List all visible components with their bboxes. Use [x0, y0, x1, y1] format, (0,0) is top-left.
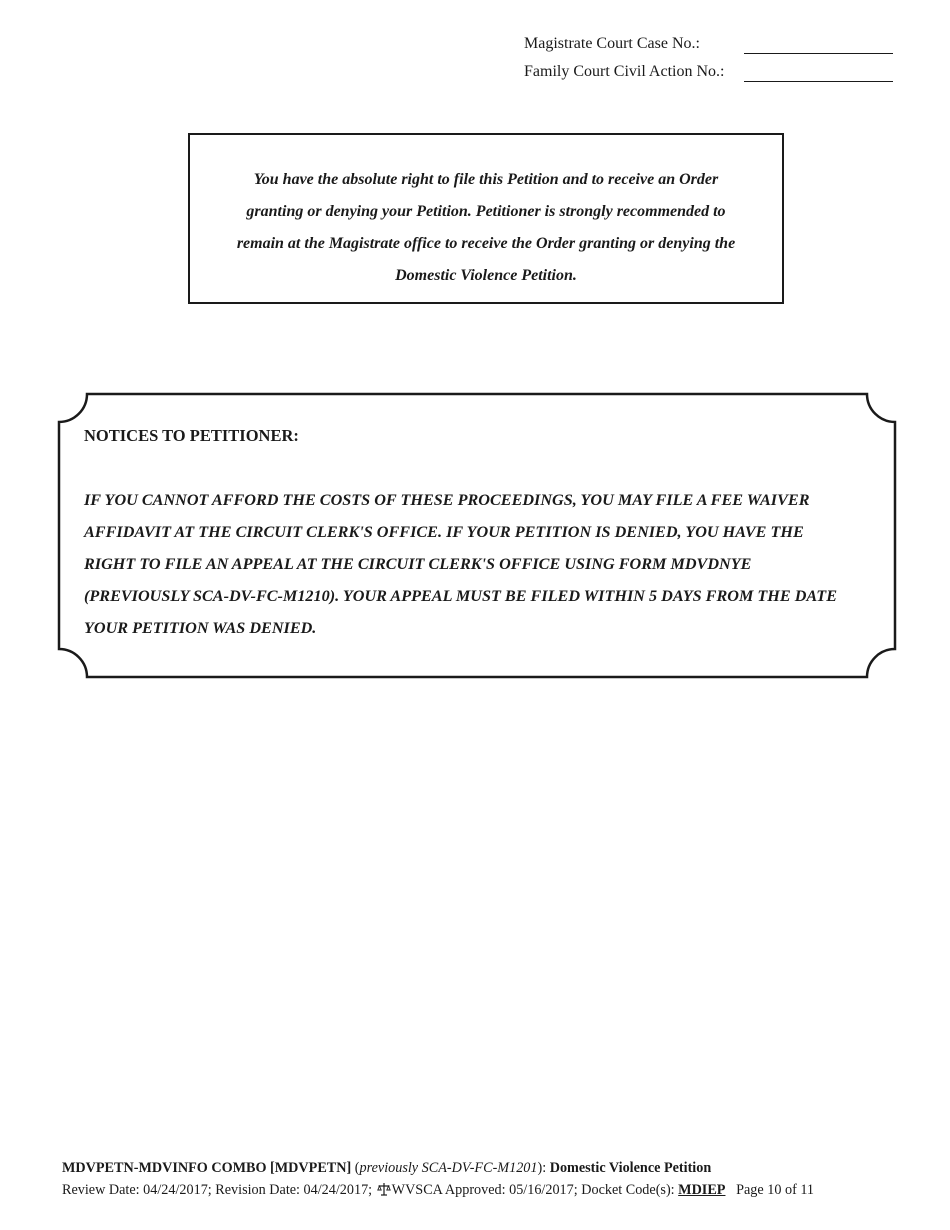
rights-line: remain at the Magistrate office to receive the Order granting or denying the — [236, 235, 736, 252]
footer-paren-close: ): — [537, 1160, 550, 1176]
rights-line: granting or denying your Petition. Petitioner is strongly recommended to — [246, 203, 726, 220]
footer-review-dates: Review Date: 04/24/2017; Revision Date: 04/24/2017; — [62, 1182, 376, 1198]
notice-line: AFFIDAVIT AT THE CIRCUIT CLERK'S OFFICE. IF YOUR PETITION IS DENIED, YOU HAVE THE — [84, 523, 804, 541]
scales-of-justice-icon — [377, 1181, 391, 1203]
footer-form-line — [62, 1157, 814, 1179]
rights-line: Domestic Violence Petition. — [395, 267, 577, 284]
page-footer — [62, 1157, 814, 1203]
footer-docket-code: MDIEP — [678, 1182, 726, 1198]
magistrate-case-label: Magistrate Court Case No.: — [524, 35, 700, 52]
notices-heading: NOTICES TO PETITIONER: — [84, 426, 299, 445]
notice-line: RIGHT TO FILE AN APPEAL AT THE CIRCUIT CLERK'S OFFICE USING FORM MDVDNYE — [84, 555, 752, 573]
footer-form-title: Domestic Violence Petition — [549, 1160, 712, 1176]
rights-line: You have the absolute right to file this Petition and to receive an Order — [253, 171, 719, 188]
footer-dates-line — [62, 1179, 814, 1203]
notice-line: IF YOU CANNOT AFFORD THE COSTS OF THESE PROCEEDINGS, YOU MAY FILE A FEE WAIVER — [84, 491, 810, 509]
notices-body — [84, 484, 894, 644]
footer-approved: WVSCA Approved: 05/16/2017; Docket Code(s): — [391, 1182, 679, 1198]
notice-line: (PREVIOUSLY SCA-DV-FC-M1210). YOUR APPEAL MUST BE FILED WITHIN 5 DAYS FROM THE DATE — [84, 587, 837, 605]
footer-form-id: MDVPETN-MDVINFO COMBO [MDVPETN] — [62, 1160, 352, 1176]
footer-previously: previously SCA-DV-FC-M1201 — [359, 1160, 538, 1176]
notice-line: YOUR PETITION WAS DENIED. — [84, 619, 317, 637]
family-court-case-label: Family Court Civil Action No.: — [524, 63, 725, 80]
footer-page-number: Page 10 of 11 — [725, 1182, 814, 1198]
footer-paren-open: ( — [351, 1160, 360, 1176]
